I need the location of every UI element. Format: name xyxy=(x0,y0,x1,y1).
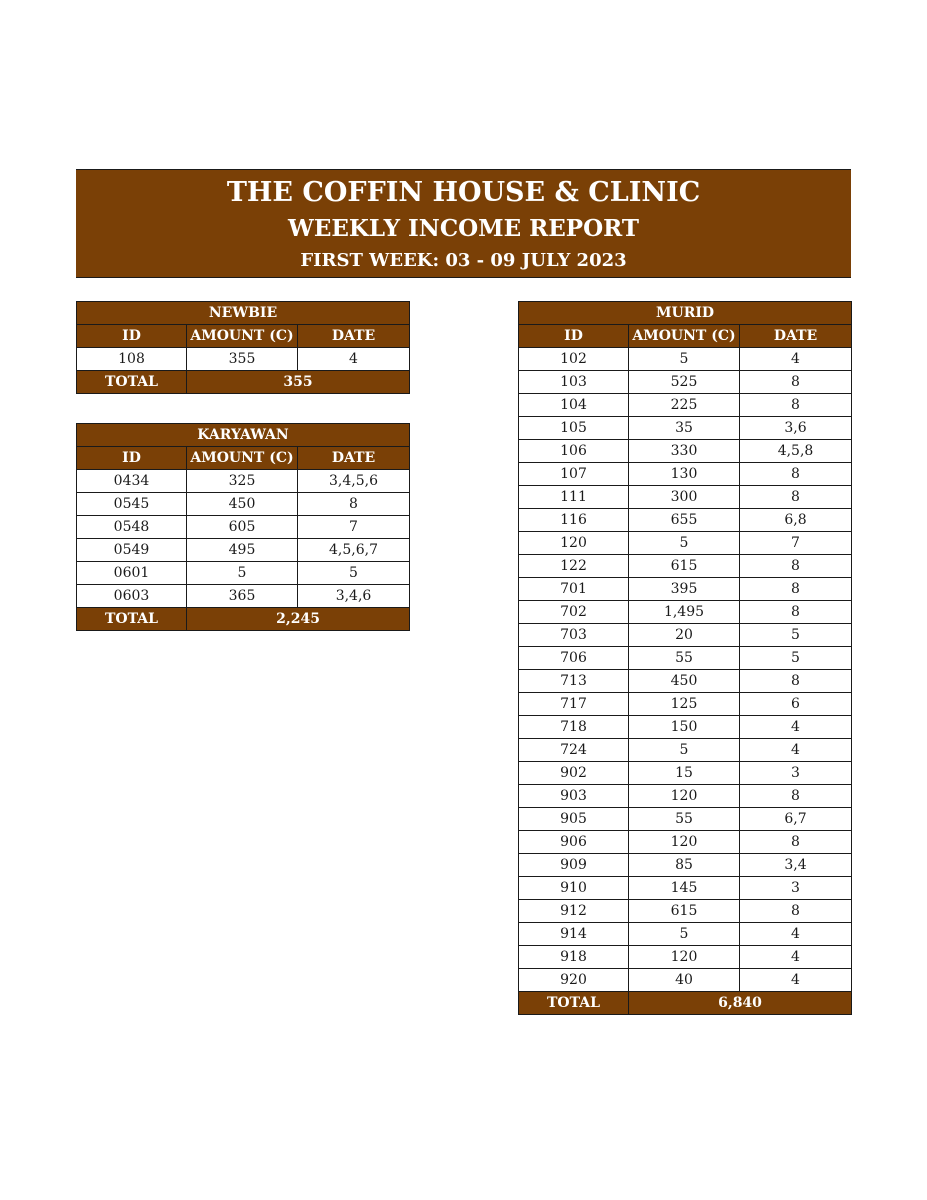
column-header: AMOUNT (C) xyxy=(629,325,740,348)
amount-cell: 5 xyxy=(187,562,298,585)
amount-cell: 5 xyxy=(629,739,740,762)
column-header: ID xyxy=(77,325,187,348)
table-row xyxy=(519,417,852,440)
column-header: DATE xyxy=(298,325,410,348)
table-row xyxy=(519,854,852,877)
id-cell: 717 xyxy=(519,693,629,716)
date-cell: 4 xyxy=(740,969,852,992)
amount-cell: 15 xyxy=(629,762,740,785)
date-cell: 4,5,8 xyxy=(740,440,852,463)
table-row xyxy=(77,348,410,371)
table-row xyxy=(519,647,852,670)
table-row xyxy=(519,624,852,647)
date-cell: 6,7 xyxy=(740,808,852,831)
section-name: KARYAWAN xyxy=(77,424,410,447)
id-cell: 918 xyxy=(519,946,629,969)
table-row xyxy=(519,969,852,992)
column-header: DATE xyxy=(740,325,852,348)
id-cell: 701 xyxy=(519,578,629,601)
id-cell: 102 xyxy=(519,348,629,371)
amount-cell: 355 xyxy=(187,348,298,371)
amount-cell: 325 xyxy=(187,470,298,493)
amount-cell: 55 xyxy=(629,808,740,831)
column-header: ID xyxy=(77,447,187,470)
date-cell: 8 xyxy=(740,670,852,693)
amount-cell: 20 xyxy=(629,624,740,647)
table-row xyxy=(519,440,852,463)
amount-cell: 615 xyxy=(629,555,740,578)
amount-cell: 525 xyxy=(629,371,740,394)
date-cell: 4 xyxy=(740,946,852,969)
table-row xyxy=(77,562,410,585)
amount-cell: 55 xyxy=(629,647,740,670)
amount-cell: 5 xyxy=(629,923,740,946)
amount-cell: 40 xyxy=(629,969,740,992)
total-row xyxy=(77,608,410,631)
table-row xyxy=(519,808,852,831)
table-row xyxy=(77,470,410,493)
date-cell: 3,6 xyxy=(740,417,852,440)
table-row xyxy=(519,693,852,716)
id-cell: 910 xyxy=(519,877,629,900)
amount-cell: 120 xyxy=(629,831,740,854)
table-row xyxy=(519,716,852,739)
id-cell: 104 xyxy=(519,394,629,417)
report-subtitle: WEEKLY INCOME REPORT xyxy=(288,215,639,242)
table-row xyxy=(519,463,852,486)
column-header: AMOUNT (C) xyxy=(187,447,298,470)
id-cell: 111 xyxy=(519,486,629,509)
id-cell: 116 xyxy=(519,509,629,532)
id-cell: 703 xyxy=(519,624,629,647)
id-cell: 0601 xyxy=(77,562,187,585)
date-cell: 4 xyxy=(298,348,410,371)
id-cell: 122 xyxy=(519,555,629,578)
id-cell: 108 xyxy=(77,348,187,371)
amount-cell: 1,495 xyxy=(629,601,740,624)
date-cell: 5 xyxy=(298,562,410,585)
date-cell: 5 xyxy=(740,647,852,670)
column-header-row xyxy=(77,447,410,470)
id-cell: 0548 xyxy=(77,516,187,539)
amount-cell: 365 xyxy=(187,585,298,608)
date-cell: 4 xyxy=(740,348,852,371)
id-cell: 718 xyxy=(519,716,629,739)
table-row xyxy=(519,739,852,762)
table-row xyxy=(519,762,852,785)
report-period: FIRST WEEK: 03 - 09 JULY 2023 xyxy=(300,250,627,271)
total-value: 2,245 xyxy=(187,608,410,631)
amount-cell: 120 xyxy=(629,785,740,808)
column-header: AMOUNT (C) xyxy=(187,325,298,348)
date-cell: 3,4 xyxy=(740,854,852,877)
table-row xyxy=(77,493,410,516)
table-row xyxy=(519,923,852,946)
date-cell: 4 xyxy=(740,716,852,739)
column-header: DATE xyxy=(298,447,410,470)
table-row xyxy=(519,509,852,532)
id-cell: 0549 xyxy=(77,539,187,562)
total-row xyxy=(519,992,852,1015)
amount-cell: 615 xyxy=(629,900,740,923)
date-cell: 6 xyxy=(740,693,852,716)
date-cell: 3 xyxy=(740,762,852,785)
table-row xyxy=(77,539,410,562)
id-cell: 902 xyxy=(519,762,629,785)
section-name-row xyxy=(519,302,852,325)
table-row xyxy=(519,578,852,601)
amount-cell: 145 xyxy=(629,877,740,900)
id-cell: 906 xyxy=(519,831,629,854)
id-cell: 724 xyxy=(519,739,629,762)
murid-table xyxy=(518,301,852,1015)
date-cell: 3,4,5,6 xyxy=(298,470,410,493)
section-name-row xyxy=(77,424,410,447)
report-title: THE COFFIN HOUSE & CLINIC xyxy=(226,177,701,208)
id-cell: 905 xyxy=(519,808,629,831)
id-cell: 0603 xyxy=(77,585,187,608)
table-row xyxy=(519,371,852,394)
table-row xyxy=(519,348,852,371)
date-cell: 8 xyxy=(740,785,852,808)
newbie-table xyxy=(76,301,410,394)
date-cell: 8 xyxy=(740,371,852,394)
table-row xyxy=(519,486,852,509)
column-header-row xyxy=(77,325,410,348)
section-name: MURID xyxy=(519,302,852,325)
id-cell: 914 xyxy=(519,923,629,946)
amount-cell: 85 xyxy=(629,854,740,877)
date-cell: 8 xyxy=(740,555,852,578)
amount-cell: 5 xyxy=(629,348,740,371)
amount-cell: 395 xyxy=(629,578,740,601)
id-cell: 120 xyxy=(519,532,629,555)
date-cell: 5 xyxy=(740,624,852,647)
report-header xyxy=(76,169,851,278)
total-label: TOTAL xyxy=(77,608,187,631)
table-row xyxy=(519,601,852,624)
total-value: 6,840 xyxy=(629,992,852,1015)
table-row xyxy=(519,946,852,969)
id-cell: 105 xyxy=(519,417,629,440)
id-cell: 912 xyxy=(519,900,629,923)
id-cell: 903 xyxy=(519,785,629,808)
table-row xyxy=(77,585,410,608)
amount-cell: 655 xyxy=(629,509,740,532)
date-cell: 8 xyxy=(740,578,852,601)
date-cell: 8 xyxy=(740,486,852,509)
id-cell: 909 xyxy=(519,854,629,877)
amount-cell: 35 xyxy=(629,417,740,440)
amount-cell: 120 xyxy=(629,946,740,969)
date-cell: 3 xyxy=(740,877,852,900)
total-label: TOTAL xyxy=(519,992,629,1015)
date-cell: 4 xyxy=(740,923,852,946)
amount-cell: 605 xyxy=(187,516,298,539)
id-cell: 106 xyxy=(519,440,629,463)
column-header-row xyxy=(519,325,852,348)
amount-cell: 130 xyxy=(629,463,740,486)
date-cell: 8 xyxy=(740,900,852,923)
amount-cell: 225 xyxy=(629,394,740,417)
date-cell: 4 xyxy=(740,739,852,762)
table-row xyxy=(519,877,852,900)
amount-cell: 450 xyxy=(629,670,740,693)
table-row xyxy=(519,532,852,555)
amount-cell: 150 xyxy=(629,716,740,739)
amount-cell: 300 xyxy=(629,486,740,509)
amount-cell: 5 xyxy=(629,532,740,555)
date-cell: 3,4,6 xyxy=(298,585,410,608)
date-cell: 8 xyxy=(740,601,852,624)
id-cell: 0434 xyxy=(77,470,187,493)
amount-cell: 330 xyxy=(629,440,740,463)
section-name: NEWBIE xyxy=(77,302,410,325)
id-cell: 103 xyxy=(519,371,629,394)
date-cell: 8 xyxy=(740,463,852,486)
date-cell: 7 xyxy=(740,532,852,555)
id-cell: 920 xyxy=(519,969,629,992)
karyawan-table xyxy=(76,423,410,631)
id-cell: 0545 xyxy=(77,493,187,516)
total-row xyxy=(77,371,410,394)
table-row xyxy=(519,555,852,578)
column-header: ID xyxy=(519,325,629,348)
table-row xyxy=(77,516,410,539)
table-row xyxy=(519,831,852,854)
date-cell: 8 xyxy=(740,394,852,417)
total-label: TOTAL xyxy=(77,371,187,394)
total-value: 355 xyxy=(187,371,410,394)
amount-cell: 125 xyxy=(629,693,740,716)
id-cell: 706 xyxy=(519,647,629,670)
section-name-row xyxy=(77,302,410,325)
date-cell: 8 xyxy=(740,831,852,854)
date-cell: 8 xyxy=(298,493,410,516)
date-cell: 6,8 xyxy=(740,509,852,532)
id-cell: 702 xyxy=(519,601,629,624)
id-cell: 713 xyxy=(519,670,629,693)
amount-cell: 495 xyxy=(187,539,298,562)
id-cell: 107 xyxy=(519,463,629,486)
date-cell: 4,5,6,7 xyxy=(298,539,410,562)
table-row xyxy=(519,394,852,417)
table-row xyxy=(519,900,852,923)
table-row xyxy=(519,785,852,808)
date-cell: 7 xyxy=(298,516,410,539)
table-row xyxy=(519,670,852,693)
amount-cell: 450 xyxy=(187,493,298,516)
